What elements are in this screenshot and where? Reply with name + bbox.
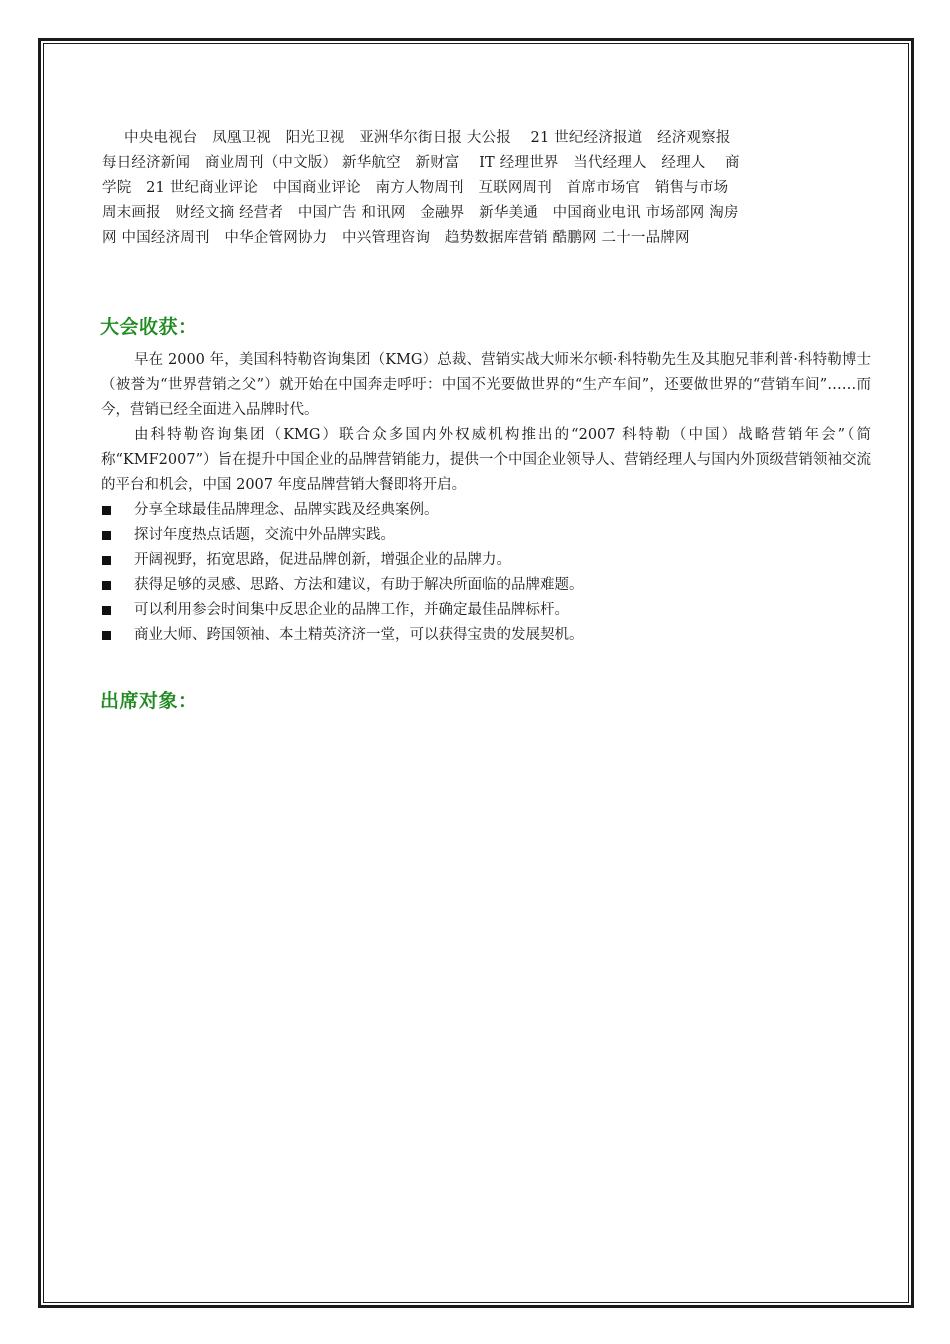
list-item bbox=[101, 498, 871, 523]
list-item-text: 商业大师、跨国领袖、本土精英济济一堂，可以获得宝贵的发展契机。 bbox=[134, 627, 584, 643]
list-item-text: 开阔视野，拓宽思路，促进品牌创新，增强企业的品牌力。 bbox=[134, 552, 511, 568]
square-bullet-icon bbox=[102, 606, 111, 615]
list-item-text: 分享全球最佳品牌理念、品牌实践及经典案例。 bbox=[134, 502, 439, 518]
media-partners-list bbox=[102, 126, 864, 251]
square-bullet-icon bbox=[102, 556, 111, 565]
section-heading-attendees: 出席对象： bbox=[100, 690, 198, 712]
media-line: 网 中国经济周刊 中华企管网协力 中兴管理咨询 趋势数据库营销 酷鹏网 二十一品牌网 bbox=[102, 230, 690, 246]
square-bullet-icon bbox=[102, 631, 111, 640]
list-item-text: 可以利用参会时间集中反思企业的品牌工作，并确定最佳品牌标杆。 bbox=[134, 602, 569, 618]
media-line: 学院 21 世纪商业评论 中国商业评论 南方人物周刊 互联网周刊 首席市场官 销售与市场 bbox=[102, 180, 729, 196]
list-item bbox=[101, 623, 871, 648]
list-item bbox=[101, 573, 871, 598]
square-bullet-icon bbox=[102, 531, 111, 540]
gains-paragraph: 由科特勒咨询集团（KMG）联合众多国内外权威机构推出的“2007 科特勒（中国）战略营销年会”（简称“KMF2007”）旨在提升中国企业的品牌营销能力，提供一个中国企业领导人、营销经理人与国内外顶级营销领袖交流的平台和机会，中国 2007 年度品牌营销大餐即将开启。 bbox=[101, 427, 871, 493]
square-bullet-icon bbox=[102, 581, 111, 590]
list-item bbox=[101, 598, 871, 623]
list-item bbox=[101, 548, 871, 573]
section-heading-gains: 大会收获： bbox=[100, 316, 198, 338]
gains-body bbox=[101, 348, 871, 648]
gains-bullet-list bbox=[101, 498, 871, 648]
media-line: 每日经济新闻 商业周刊（中文版） 新华航空 新财富 IT 经理世界 当代经理人 经理人 商 bbox=[102, 155, 740, 171]
gains-paragraph: 早在 2000 年，美国科特勒咨询集团（KMG）总裁、营销实战大师米尔顿·科特勒先生及其胞兄菲利普·科特勒博士（被誉为“世界营销之父”）就开始在中国奔走呼吁：中国不光要做世界的“生产车间”，还要做世界的“营销车间”……而今，营销已经全面进入品牌时代。 bbox=[101, 352, 871, 418]
list-item-text: 获得足够的灵感、思路、方法和建议，有助于解决所面临的品牌难题。 bbox=[134, 577, 584, 593]
list-item-text: 探讨年度热点话题，交流中外品牌实践。 bbox=[134, 527, 395, 543]
square-bullet-icon bbox=[102, 506, 111, 515]
media-line: 中央电视台 凤凰卫视 阳光卫视 亚洲华尔街日报 大公报 21 世纪经济报道 经济观察报 bbox=[124, 130, 731, 146]
list-item bbox=[101, 523, 871, 548]
media-line: 周末画报 财经文摘 经营者 中国广告 和讯网 金融界 新华美通 中国商业电讯 市场部网 淘房 bbox=[102, 205, 739, 221]
